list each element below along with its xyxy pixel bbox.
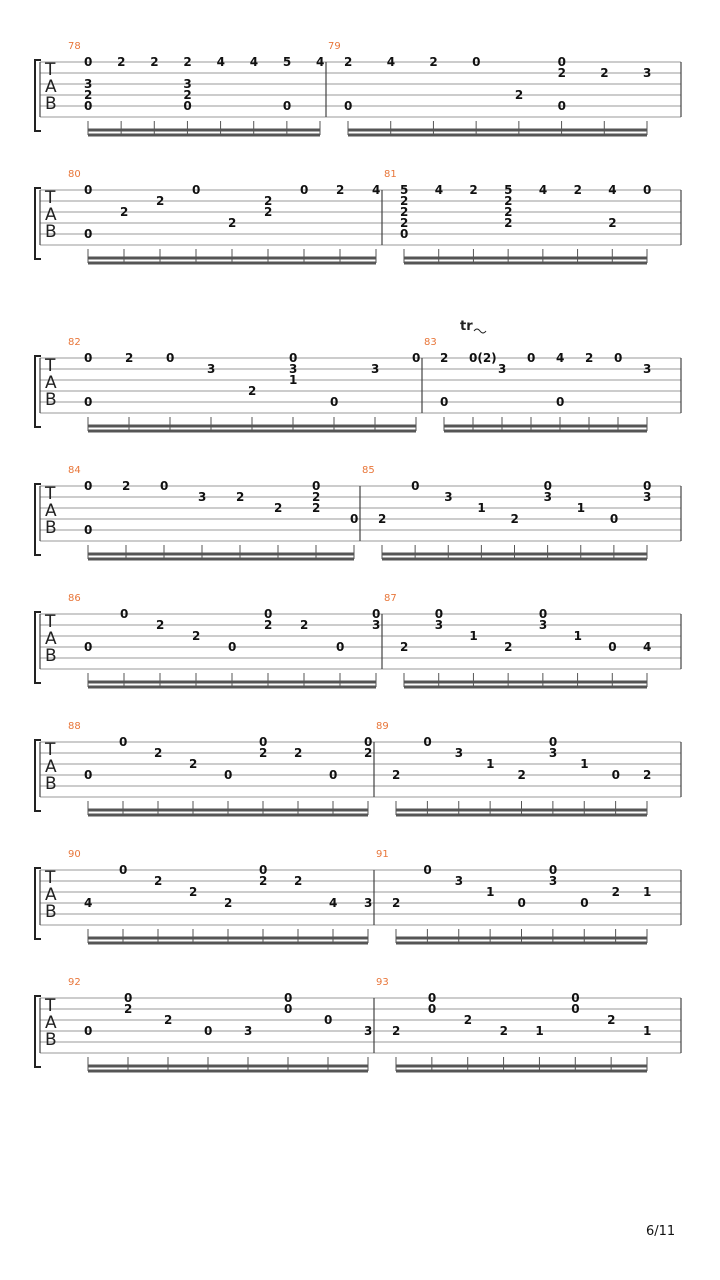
- fret-number: 0: [224, 768, 233, 782]
- fret-number: 2: [600, 66, 609, 80]
- tab-clef-letter: B: [45, 222, 57, 242]
- fret-number: 3: [498, 362, 507, 376]
- fret-number: 0: [84, 640, 93, 654]
- fret-number: 2: [608, 216, 617, 230]
- tab-clef-letter: B: [45, 774, 57, 794]
- fret-number: 0: [580, 896, 589, 910]
- fret-number: 2: [125, 351, 134, 365]
- measure-number: 86: [68, 593, 81, 604]
- fret-number: 0: [120, 607, 129, 621]
- fret-number: 0: [423, 735, 432, 749]
- measure-number: 85: [362, 465, 375, 476]
- fret-number: 0: [611, 768, 620, 782]
- tab-clef-letter: A: [45, 629, 57, 649]
- measure-number: 92: [68, 977, 81, 988]
- fret-number: 2: [400, 205, 409, 219]
- fret-number: 0: [336, 640, 345, 654]
- fret-number: 2: [164, 1013, 173, 1027]
- fret-number: 3: [198, 490, 207, 504]
- fret-number: 0: [84, 99, 93, 113]
- fret-number: 3: [372, 618, 381, 632]
- trill-wave: [474, 329, 486, 333]
- measure-number: 81: [384, 169, 397, 180]
- tab-system: [35, 337, 681, 431]
- fret-number: 2: [643, 768, 652, 782]
- tab-system: [35, 721, 681, 815]
- fret-number: 2: [504, 205, 513, 219]
- fret-number: 3: [434, 618, 444, 632]
- fret-number: 3: [84, 77, 93, 91]
- fret-number: 3: [548, 746, 558, 760]
- fret-number: 3: [244, 1024, 253, 1038]
- fret-number: 2: [585, 351, 594, 365]
- fret-number: 0: [412, 351, 421, 365]
- measure-number: 83: [424, 337, 437, 348]
- fret-number: 2: [294, 746, 303, 760]
- fret-number: 2: [248, 384, 257, 398]
- measure-number: 84: [68, 465, 81, 476]
- measure-number: 93: [376, 977, 389, 988]
- fret-number: 5: [400, 183, 409, 197]
- fret-number: 2: [392, 768, 401, 782]
- tab-system: [35, 41, 681, 135]
- tab-system: [35, 849, 681, 943]
- fret-number: 2: [156, 618, 165, 632]
- fret-number: 4: [329, 896, 338, 910]
- fret-number: 3: [444, 490, 453, 504]
- tab-clef-letter: A: [45, 205, 57, 225]
- fret-number: 3: [183, 77, 192, 91]
- fret-number: 4: [556, 351, 565, 365]
- fret-number: 0: [160, 479, 169, 493]
- fret-number: 4: [372, 183, 381, 197]
- fret-number: 4: [386, 55, 396, 69]
- fret-number: 2: [224, 896, 233, 910]
- tab-clef-letter: A: [45, 885, 57, 905]
- measure-number: 79: [328, 41, 341, 52]
- fret-number: 0: [543, 479, 552, 493]
- fret-number: 5: [504, 183, 513, 197]
- fret-number: 0: [527, 351, 536, 365]
- fret-number: 2: [150, 55, 159, 69]
- tab-clef-letter: A: [45, 1013, 57, 1033]
- fret-number: 0: [284, 1002, 293, 1016]
- tab-clef-letter: B: [45, 94, 57, 114]
- tab-clef-letter: B: [45, 646, 57, 666]
- fret-number: 0: [324, 1013, 333, 1027]
- fret-number: 0: [427, 1002, 437, 1016]
- fret-number: 0: [571, 1002, 580, 1016]
- measure-number: 80: [68, 169, 81, 180]
- fret-number: 1: [486, 757, 495, 771]
- fret-number: 0: [548, 863, 558, 877]
- fret-number: 1: [289, 373, 298, 387]
- fret-number: 0: [364, 735, 373, 749]
- fret-number: 2: [189, 885, 198, 899]
- fret-number: 2: [510, 512, 519, 526]
- fret-number: 2: [294, 874, 303, 888]
- fret-number: 2: [192, 629, 201, 643]
- fret-number: 4: [249, 55, 259, 69]
- fret-number: 2: [504, 194, 513, 208]
- fret-number: 2: [392, 896, 401, 910]
- fret-number: 0: [614, 351, 623, 365]
- fret-number: 3: [454, 746, 464, 760]
- tab-clef-letter: A: [45, 77, 57, 97]
- fret-number: 0: [557, 99, 566, 113]
- fret-number: 0: [84, 183, 93, 197]
- fret-number: 2: [517, 768, 526, 782]
- fret-number: 0: [166, 351, 175, 365]
- fret-number: 0: [259, 735, 268, 749]
- tab-clef-letter: T: [45, 484, 56, 504]
- fret-number: 2: [344, 55, 353, 69]
- fret-number: 0: [330, 395, 339, 409]
- fret-number: 0: [300, 183, 309, 197]
- fret-number: 1: [576, 501, 586, 515]
- fret-number: 0: [643, 183, 652, 197]
- fret-number: 2: [469, 183, 478, 197]
- fret-number: 0: [608, 640, 617, 654]
- fret-number: 4: [84, 896, 93, 910]
- fret-number: 0: [264, 607, 273, 621]
- fret-number: 2: [557, 66, 566, 80]
- page-number: 6/11: [646, 1224, 676, 1239]
- tab-clef-letter: B: [45, 390, 57, 410]
- tab-clef-letter: T: [45, 868, 56, 888]
- tab-clef-letter: T: [45, 188, 56, 208]
- tab-clef-letter: T: [45, 60, 56, 80]
- fret-number: 2: [300, 618, 309, 632]
- fret-number: 0: [84, 55, 93, 69]
- fret-number: 0: [329, 768, 338, 782]
- fret-number: 3: [207, 362, 216, 376]
- fret-number: 3: [454, 874, 464, 888]
- tab-clef-letter: T: [45, 612, 56, 632]
- measure-number: 90: [68, 849, 81, 860]
- fret-number: 2: [264, 618, 273, 632]
- fret-number: 1: [580, 757, 589, 771]
- systems-layer: [35, 41, 681, 1071]
- measure-number: 88: [68, 721, 81, 732]
- fret-number: 2: [120, 205, 129, 219]
- measure-number: 82: [68, 337, 81, 348]
- fret-number: 3: [364, 1024, 373, 1038]
- fret-number: 2: [189, 757, 198, 771]
- tab-clef-letter: T: [45, 996, 56, 1016]
- fret-number: 2: [392, 1024, 401, 1038]
- fret-number: 0: [84, 479, 93, 493]
- fret-number: 1: [643, 1024, 652, 1038]
- fret-number: 0: [289, 351, 298, 365]
- fret-number: 4: [434, 183, 444, 197]
- fret-number: 2: [364, 746, 373, 760]
- tab-system: [35, 465, 681, 559]
- fret-number: 0: [84, 395, 93, 409]
- fret-number: 0: [119, 735, 128, 749]
- tab-clef-letter: B: [45, 1030, 57, 1050]
- fret-number: 3: [289, 362, 298, 376]
- fret-number: 2: [264, 205, 273, 219]
- measure-number: 87: [384, 593, 397, 604]
- fret-number: 0: [344, 99, 353, 113]
- fret-number: 2: [400, 194, 409, 208]
- fret-number: 0(2): [469, 351, 497, 365]
- fret-number: 1: [643, 885, 652, 899]
- fret-number: 2: [183, 88, 192, 102]
- measure-number: 89: [376, 721, 389, 732]
- fret-number: 2: [264, 194, 273, 208]
- fret-number: 0: [312, 479, 321, 493]
- fret-number: 3: [543, 490, 552, 504]
- fret-number: 0: [84, 1024, 93, 1038]
- fret-number: 4: [538, 183, 548, 197]
- fret-number: 0: [643, 479, 652, 493]
- fret-number: 2: [236, 490, 245, 504]
- fret-number: 0: [372, 607, 381, 621]
- fret-number: 2: [463, 1013, 473, 1027]
- tab-clef-letter: A: [45, 757, 57, 777]
- fret-number: 0: [517, 896, 526, 910]
- tab-system: [35, 977, 681, 1071]
- tab-system: [35, 593, 681, 687]
- fret-number: 2: [573, 183, 582, 197]
- fret-number: 2: [429, 55, 438, 69]
- trill-mark: tr: [460, 319, 473, 334]
- tab-clef-letter: B: [45, 902, 57, 922]
- fret-number: 5: [282, 55, 292, 69]
- fret-number: 3: [643, 490, 652, 504]
- fret-number: 0: [557, 55, 566, 69]
- tab-clef-letter: T: [45, 356, 56, 376]
- fret-number: 0: [472, 55, 481, 69]
- fret-number: 0: [411, 479, 420, 493]
- fret-number: 0: [538, 607, 548, 621]
- fret-number: 3: [364, 896, 373, 910]
- fret-number: 3: [371, 362, 380, 376]
- fret-number: 0: [228, 640, 237, 654]
- fret-number: 0: [119, 863, 128, 877]
- fret-number: 0: [434, 607, 444, 621]
- fret-number: 0: [192, 183, 201, 197]
- fret-number: 3: [538, 618, 548, 632]
- fret-number: 0: [84, 227, 93, 241]
- fret-number: 3: [548, 874, 558, 888]
- fret-number: 2: [122, 479, 131, 493]
- fret-number: 2: [607, 1013, 616, 1027]
- fret-number: 0: [571, 991, 580, 1005]
- fret-number: 2: [504, 640, 513, 654]
- fret-number: 2: [312, 501, 321, 515]
- fret-number: 2: [259, 874, 268, 888]
- fret-number: 1: [486, 885, 495, 899]
- fret-number: 2: [84, 88, 93, 102]
- fret-number: 2: [336, 183, 345, 197]
- fret-number: 4: [216, 55, 225, 69]
- fret-number: 2: [183, 55, 192, 69]
- fret-number: 2: [378, 512, 387, 526]
- fret-number: 0: [84, 768, 93, 782]
- fret-number: 1: [573, 629, 582, 643]
- tab-clef-letter: A: [45, 373, 57, 393]
- fret-number: 0: [427, 991, 437, 1005]
- fret-number: 4: [643, 640, 652, 654]
- fret-number: 2: [312, 490, 321, 504]
- fret-number: 2: [611, 885, 620, 899]
- fret-number: 0: [124, 991, 133, 1005]
- fret-number: 2: [154, 746, 163, 760]
- tab-clef-letter: T: [45, 740, 56, 760]
- fret-number: 0: [400, 227, 409, 241]
- fret-number: 0: [84, 523, 93, 537]
- fret-number: 0: [84, 351, 93, 365]
- measure-number: 91: [376, 849, 389, 860]
- fret-number: 0: [183, 99, 192, 113]
- fret-number: 2: [440, 351, 449, 365]
- fret-number: 2: [124, 1002, 133, 1016]
- fret-number: 2: [156, 194, 165, 208]
- fret-number: 3: [643, 362, 652, 376]
- fret-number: 2: [228, 216, 237, 230]
- fret-number: 0: [350, 512, 359, 526]
- fret-number: 2: [259, 746, 268, 760]
- fret-number: 0: [556, 395, 565, 409]
- fret-number: 4: [608, 183, 617, 197]
- fret-number: 2: [400, 640, 409, 654]
- fret-number: 2: [274, 501, 283, 515]
- tab-clef-letter: A: [45, 501, 57, 521]
- fret-number: 0: [282, 99, 292, 113]
- fret-number: 0: [259, 863, 268, 877]
- measure-number: 78: [68, 41, 81, 52]
- tab-system: [35, 169, 681, 263]
- fret-number: 2: [154, 874, 163, 888]
- fret-number: 2: [117, 55, 126, 69]
- fret-number: 4: [316, 55, 325, 69]
- fret-number: 0: [423, 863, 432, 877]
- fret-number: 1: [535, 1024, 544, 1038]
- fret-number: 0: [204, 1024, 213, 1038]
- fret-number: 0: [284, 991, 293, 1005]
- fret-number: 2: [514, 88, 524, 102]
- fret-number: 1: [469, 629, 478, 643]
- fret-number: 0: [440, 395, 449, 409]
- fret-number: 0: [548, 735, 558, 749]
- fret-number: 2: [499, 1024, 508, 1038]
- fret-number: 2: [504, 216, 513, 230]
- fret-number: 1: [477, 501, 486, 515]
- fret-number: 2: [400, 216, 409, 230]
- fret-number: 0: [609, 512, 619, 526]
- tab-clef-letter: B: [45, 518, 57, 538]
- fret-number: 3: [643, 66, 652, 80]
